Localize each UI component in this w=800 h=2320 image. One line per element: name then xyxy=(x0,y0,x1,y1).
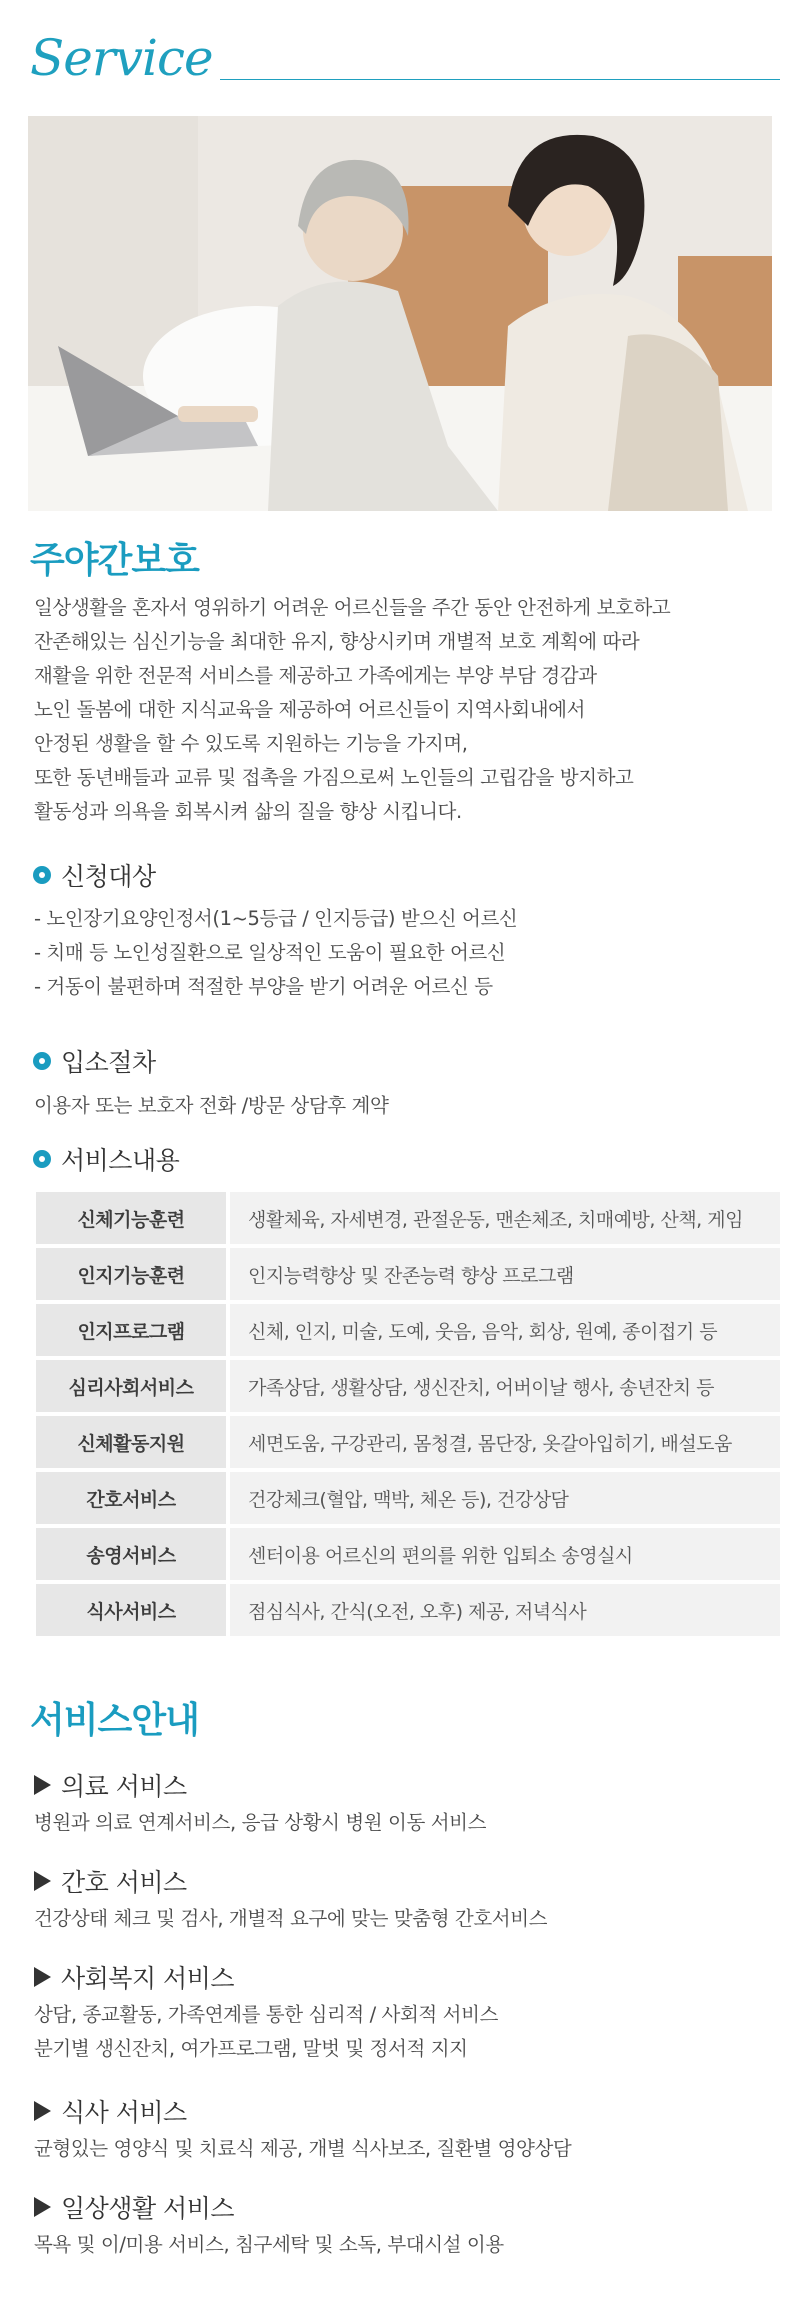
day-care-title: 주야간보호 xyxy=(30,540,199,581)
play-triangle-icon xyxy=(34,1871,51,1891)
service-name: 간호서비스 xyxy=(36,1472,230,1524)
list-item: - 치매 등 노인성질환으로 일상적인 도움이 필요한 어르신 xyxy=(34,941,506,964)
service-description: 생활체육, 자세변경, 관절운동, 맨손체조, 치매예방, 산책, 게임 xyxy=(230,1192,780,1244)
play-triangle-icon xyxy=(34,1967,51,1987)
table-row xyxy=(36,1360,780,1412)
elderly-care-illustration xyxy=(28,116,772,511)
admission-heading xyxy=(33,1044,156,1078)
guide-item-medical xyxy=(34,1768,774,1840)
guide-item-title: 일상생활 서비스 xyxy=(61,2194,234,2223)
service-description: 건강체크(혈압, 맥박, 체온 등), 건강상담 xyxy=(230,1472,780,1524)
service-name: 인지프로그램 xyxy=(36,1304,230,1356)
service-name: 식사서비스 xyxy=(36,1584,230,1636)
service-name: 심리사회서비스 xyxy=(36,1360,230,1412)
guide-item-text: 건강상태 체크 및 검사, 개별적 요구에 맞는 맞춤형 간호서비스 xyxy=(34,1907,548,1930)
service-description: 인지능력향상 및 잔존능력 향상 프로그램 xyxy=(230,1248,780,1300)
admission-title: 입소절차 xyxy=(61,1048,156,1077)
guide-item-nursing xyxy=(34,1864,774,1936)
eligibility-title: 신청대상 xyxy=(61,862,156,891)
services-title: 서비스내용 xyxy=(61,1146,180,1175)
table-row xyxy=(36,1416,780,1468)
list-item: - 거동이 불편하며 적절한 부양을 받기 어려운 어르신 등 xyxy=(34,975,493,998)
guide-item-title: 식사 서비스 xyxy=(61,2098,187,2127)
guide-item-daily-living xyxy=(34,2190,774,2262)
bullet-circle-icon xyxy=(33,1150,51,1168)
day-care-description xyxy=(34,591,774,829)
eligibility-list xyxy=(34,902,517,1004)
list-item: - 노인장기요양인정서(1~5등급 / 인지등급) 받으신 어르신 xyxy=(34,907,518,930)
service-name: 신체기능훈련 xyxy=(36,1192,230,1244)
description-line: 노인 돌봄에 대한 지식교육을 제공하여 어르신들이 지역사회내에서 xyxy=(34,698,586,721)
table-row xyxy=(36,1584,780,1636)
description-line: 활동성과 의욕을 회복시켜 삶의 질을 향상 시킵니다. xyxy=(34,800,462,823)
guide-item-text: 상담, 종교활동, 가족연계를 통한 심리적 / 사회적 서비스 xyxy=(34,2003,498,2026)
guide-item-title: 사회복지 서비스 xyxy=(61,1964,234,1993)
play-triangle-icon xyxy=(34,2197,51,2217)
page-title: Service xyxy=(30,29,213,87)
service-name: 인지기능훈련 xyxy=(36,1248,230,1300)
description-line: 일상생활을 혼자서 영위하기 어려운 어르신들을 주간 동안 안전하게 보호하고 xyxy=(34,596,671,619)
guide-item-text: 목욕 및 이/미용 서비스, 침구세탁 및 소독, 부대시설 이용 xyxy=(34,2233,504,2256)
page-header xyxy=(30,28,780,88)
service-name: 송영서비스 xyxy=(36,1528,230,1580)
hero-photo xyxy=(28,116,772,511)
bullet-circle-icon xyxy=(33,1052,51,1070)
description-line: 잔존해있는 심신기능을 최대한 유지, 향상시키며 개별적 보호 계획에 따라 xyxy=(34,630,640,653)
service-name: 신체활동지원 xyxy=(36,1416,230,1468)
guide-item-text: 균형있는 영양식 및 치료식 제공, 개별 식사보조, 질환별 영양상담 xyxy=(34,2137,572,2160)
description-line: 안정된 생활을 할 수 있도록 지원하는 기능을 가지며, xyxy=(34,732,468,755)
table-row xyxy=(36,1472,780,1524)
table-row xyxy=(36,1192,780,1244)
guide-item-title: 간호 서비스 xyxy=(61,1868,187,1897)
service-description: 가족상담, 생활상담, 생신잔치, 어버이날 행사, 송년잔치 등 xyxy=(230,1360,780,1412)
guide-item-social-welfare xyxy=(34,1960,774,2066)
title-divider xyxy=(220,79,780,80)
service-description: 세면도움, 구강관리, 몸청결, 몸단장, 옷갈아입히기, 배설도움 xyxy=(230,1416,780,1468)
guide-item-title: 의료 서비스 xyxy=(61,1772,187,1801)
admission-text: 이용자 또는 보호자 전화 /방문 상담후 계약 xyxy=(34,1094,389,1117)
service-description: 센터이용 어르신의 편의를 위한 입퇴소 송영실시 xyxy=(230,1528,780,1580)
description-line: 재활을 위한 전문적 서비스를 제공하고 가족에게는 부양 부담 경감과 xyxy=(34,664,597,687)
table-row xyxy=(36,1304,780,1356)
service-description: 점심식사, 간식(오전, 오후) 제공, 저녁식사 xyxy=(230,1584,780,1636)
services-table xyxy=(36,1188,780,1640)
eligibility-heading xyxy=(33,858,156,892)
service-guide-title: 서비스안내 xyxy=(30,1700,199,1741)
service-description: 신체, 인지, 미술, 도예, 웃음, 음악, 회상, 원예, 종이접기 등 xyxy=(230,1304,780,1356)
play-triangle-icon xyxy=(34,1775,51,1795)
guide-item-meal xyxy=(34,2094,774,2166)
bullet-circle-icon xyxy=(33,866,51,884)
table-row xyxy=(36,1248,780,1300)
guide-item-text: 병원과 의료 연계서비스, 응급 상황시 병원 이동 서비스 xyxy=(34,1811,487,1834)
services-heading xyxy=(33,1142,179,1176)
play-triangle-icon xyxy=(34,2101,51,2121)
guide-item-text: 분기별 생신잔치, 여가프로그램, 말벗 및 정서적 지지 xyxy=(34,2037,468,2060)
table-row xyxy=(36,1528,780,1580)
description-line: 또한 동년배들과 교류 및 접촉을 가짐으로써 노인들의 고립감을 방지하고 xyxy=(34,766,634,789)
